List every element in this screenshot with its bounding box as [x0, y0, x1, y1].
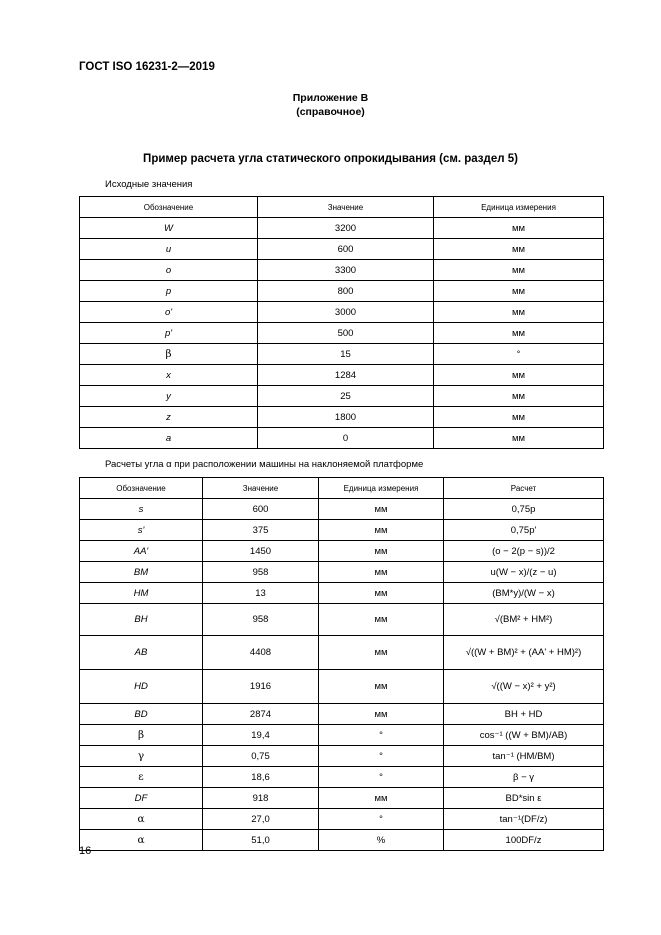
- value-cell: 3000: [258, 302, 434, 323]
- table-row: [80, 541, 604, 562]
- table-row: [80, 562, 604, 583]
- value-cell: 958: [203, 604, 319, 636]
- symbol-cell: a: [80, 428, 258, 449]
- symbol-cell: o': [80, 302, 258, 323]
- table-row: [80, 260, 604, 281]
- symbol-cell: ε: [80, 767, 203, 788]
- unit-cell: мм: [319, 788, 444, 809]
- calculation-table: [79, 477, 604, 851]
- table-row: [80, 520, 604, 541]
- symbol-cell: AA': [80, 541, 203, 562]
- value-cell: 600: [203, 499, 319, 520]
- value-cell: 3200: [258, 218, 434, 239]
- formula-cell: √((W + BM)² + (AA' + HM)²): [444, 636, 604, 670]
- formula-cell: tan⁻¹ (HM/BM): [444, 746, 604, 767]
- formula-cell: (BM*y)/(W − x): [444, 583, 604, 604]
- table-row: [80, 636, 604, 670]
- value-cell: 600: [258, 239, 434, 260]
- formula-cell: 0,75p: [444, 499, 604, 520]
- unit-cell: мм: [319, 499, 444, 520]
- table-row: [80, 704, 604, 725]
- symbol-cell: β: [80, 725, 203, 746]
- value-cell: 15: [258, 344, 434, 365]
- unit-cell: мм: [434, 386, 604, 407]
- symbol-cell: HM: [80, 583, 203, 604]
- unit-cell: мм: [434, 239, 604, 260]
- table-row: [80, 670, 604, 704]
- table-row: [80, 239, 604, 260]
- table-row: [80, 725, 604, 746]
- table-row: [80, 302, 604, 323]
- unit-cell: мм: [319, 636, 444, 670]
- table-row: [80, 746, 604, 767]
- symbol-cell: AB: [80, 636, 203, 670]
- formula-cell: tan⁻¹(DF/z): [444, 809, 604, 830]
- table-row: [80, 218, 604, 239]
- value-cell: 1284: [258, 365, 434, 386]
- input-values-table: [79, 196, 604, 449]
- document-header: ГОСТ ISO 16231-2—2019: [79, 61, 215, 73]
- unit-cell: мм: [434, 281, 604, 302]
- symbol-cell: BM: [80, 562, 203, 583]
- value-cell: 4408: [203, 636, 319, 670]
- formula-cell: √(BM² + HM²): [444, 604, 604, 636]
- symbol-cell: z: [80, 407, 258, 428]
- symbol-cell: x: [80, 365, 258, 386]
- unit-cell: мм: [319, 541, 444, 562]
- page-title: Пример расчета угла статического опрокидывания (см. раздел 5): [143, 153, 518, 165]
- symbol-cell: o: [80, 260, 258, 281]
- unit-cell: мм: [434, 407, 604, 428]
- unit-cell: %: [319, 830, 444, 851]
- table-row: [80, 386, 604, 407]
- table-row: [80, 281, 604, 302]
- formula-cell: 100DF/z: [444, 830, 604, 851]
- value-cell: 25: [258, 386, 434, 407]
- column-header: Обозначение: [80, 197, 258, 218]
- value-cell: 27,0: [203, 809, 319, 830]
- unit-cell: °: [434, 344, 604, 365]
- column-header: Единица измерения: [319, 478, 444, 499]
- table-row: [80, 344, 604, 365]
- annex-subtitle: (справочное): [296, 106, 365, 118]
- unit-cell: мм: [434, 302, 604, 323]
- column-header: Значение: [258, 197, 434, 218]
- unit-cell: мм: [319, 670, 444, 704]
- unit-cell: мм: [319, 604, 444, 636]
- symbol-cell: α: [80, 830, 203, 851]
- symbol-cell: BH: [80, 604, 203, 636]
- unit-cell: мм: [319, 704, 444, 725]
- value-cell: 3300: [258, 260, 434, 281]
- table-header-row: [80, 478, 604, 499]
- symbol-cell: p: [80, 281, 258, 302]
- table-header-row: [80, 197, 604, 218]
- unit-cell: мм: [319, 583, 444, 604]
- unit-cell: °: [319, 767, 444, 788]
- symbol-cell: s: [80, 499, 203, 520]
- formula-cell: 0,75p': [444, 520, 604, 541]
- value-cell: 800: [258, 281, 434, 302]
- value-cell: 51,0: [203, 830, 319, 851]
- value-cell: 958: [203, 562, 319, 583]
- symbol-cell: DF: [80, 788, 203, 809]
- value-cell: 500: [258, 323, 434, 344]
- formula-cell: cos⁻¹ ((W + BM)/AB): [444, 725, 604, 746]
- table-row: [80, 323, 604, 344]
- unit-cell: °: [319, 725, 444, 746]
- table-row: [80, 604, 604, 636]
- value-cell: 918: [203, 788, 319, 809]
- unit-cell: мм: [434, 260, 604, 281]
- table-row: [80, 428, 604, 449]
- value-cell: 1450: [203, 541, 319, 562]
- value-cell: 13: [203, 583, 319, 604]
- column-header: Обозначение: [80, 478, 203, 499]
- table-row: [80, 365, 604, 386]
- formula-cell: β − γ: [444, 767, 604, 788]
- value-cell: 1800: [258, 407, 434, 428]
- symbol-cell: HD: [80, 670, 203, 704]
- unit-cell: мм: [434, 218, 604, 239]
- symbol-cell: y: [80, 386, 258, 407]
- table-row: [80, 499, 604, 520]
- unit-cell: мм: [434, 428, 604, 449]
- formula-cell: (o − 2(p − s))/2: [444, 541, 604, 562]
- symbol-cell: p': [80, 323, 258, 344]
- symbol-cell: α: [80, 809, 203, 830]
- unit-cell: мм: [319, 520, 444, 541]
- symbol-cell: γ: [80, 746, 203, 767]
- table-row: [80, 767, 604, 788]
- value-cell: 375: [203, 520, 319, 541]
- column-header: Единица измерения: [434, 197, 604, 218]
- page-number: 16: [79, 845, 92, 857]
- table-row: [80, 407, 604, 428]
- symbol-cell: BD: [80, 704, 203, 725]
- table-row: [80, 583, 604, 604]
- value-cell: 19,4: [203, 725, 319, 746]
- symbol-cell: β: [80, 344, 258, 365]
- value-cell: 0: [258, 428, 434, 449]
- column-header: Значение: [203, 478, 319, 499]
- annex-heading: [0, 91, 661, 119]
- value-cell: 2874: [203, 704, 319, 725]
- formula-cell: u(W − x)/(z − u): [444, 562, 604, 583]
- unit-cell: мм: [434, 323, 604, 344]
- table-row: [80, 830, 604, 851]
- unit-cell: мм: [319, 562, 444, 583]
- unit-cell: °: [319, 809, 444, 830]
- formula-cell: BH + HD: [444, 704, 604, 725]
- value-cell: 1916: [203, 670, 319, 704]
- section1-label: Исходные значения: [105, 179, 193, 190]
- column-header: Расчет: [444, 478, 604, 499]
- section2-label: Расчеты угла α при расположении машины на наклоняемой платформе: [105, 459, 424, 470]
- symbol-cell: s': [80, 520, 203, 541]
- value-cell: 0,75: [203, 746, 319, 767]
- table-row: [80, 809, 604, 830]
- value-cell: 18,6: [203, 767, 319, 788]
- unit-cell: мм: [434, 365, 604, 386]
- symbol-cell: W: [80, 218, 258, 239]
- unit-cell: °: [319, 746, 444, 767]
- annex-title: Приложение В: [292, 92, 369, 104]
- formula-cell: √((W − x)² + y²): [444, 670, 604, 704]
- formula-cell: BD*sin ε: [444, 788, 604, 809]
- symbol-cell: u: [80, 239, 258, 260]
- table-row: [80, 788, 604, 809]
